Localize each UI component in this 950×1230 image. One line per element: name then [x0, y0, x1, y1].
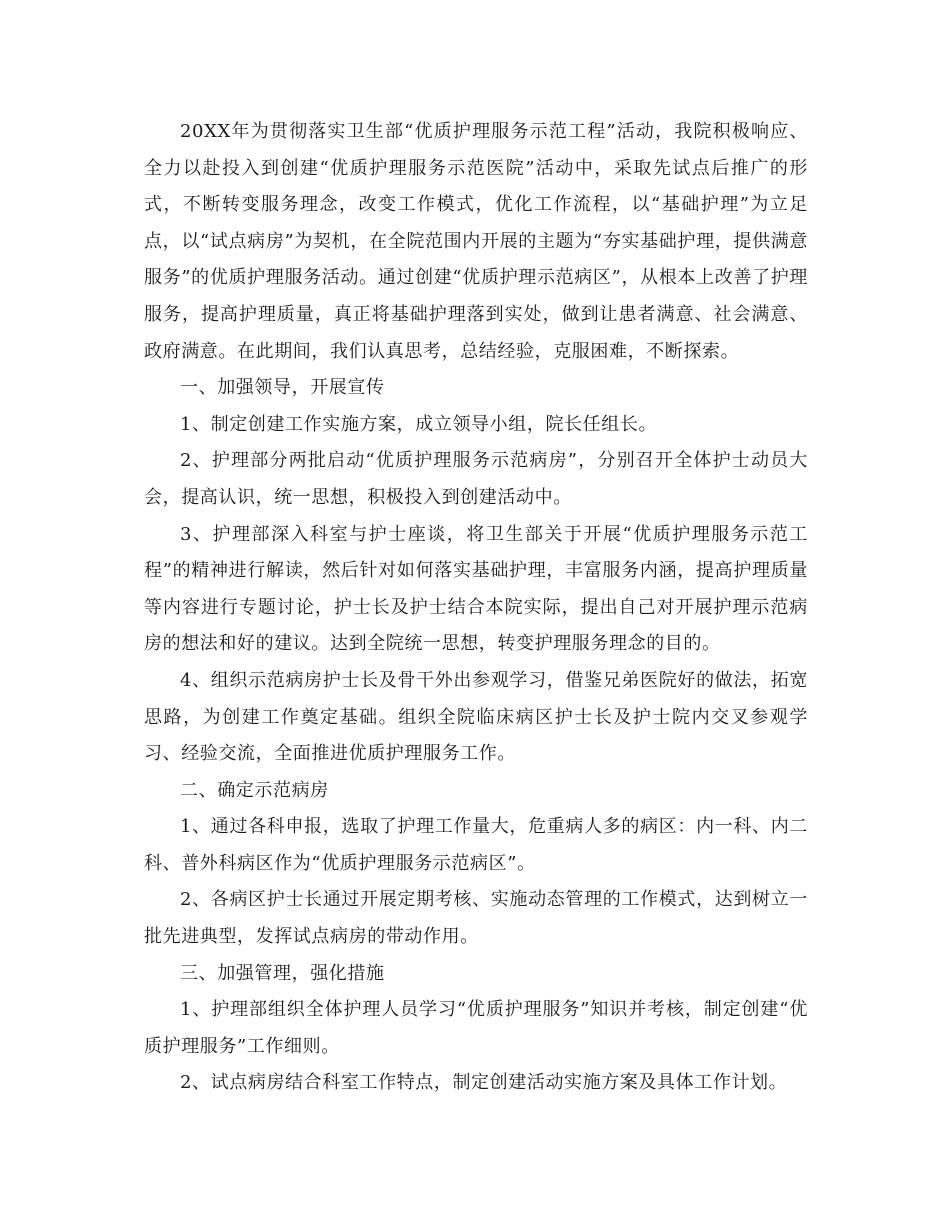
- section-heading-3: 三、加强管理，强化措施: [180, 962, 385, 984]
- intro-paragraph: 20XX年为贯彻落实卫生部“优质护理服务示范工程”活动，我院积极响应、全力以赴投入到创建“优质护理服务示范医院”活动中，采取先试点后推广的形式，不断转变服务理念，改变工作模式，优化工作流程，以“基础护理”为立足点，以“试点病房”为契机，在全院范围内开展的主题为“夯实基础护理，提供满意服务”的优质护理服务活动。通过创建“优质护理示范病区”，从根本上改善了护理服务，提高护理质量，真正将基础护理落到实处，做到让患者满意、社会满意、政府满意。在此期间，我们认真思考，总结经验，克服困难，不断探索。: [144, 121, 808, 362]
- list-item: 2、试点病房结合科室工作特点，制定创建活动实施方案及具体工作计划。: [180, 1072, 788, 1094]
- list-item: 1、制定创建工作实施方案，成立领导小组，院长任组长。: [180, 413, 658, 435]
- list-item: 4、组织示范病房护士长及骨干外出参观学习，借鉴兄弟医院好的做法，拓宽思路，为创建工作奠定基础。组织全院临床病区护士长及护士院内交叉参观学习、经验交流，全面推进优质护理服务工作。: [144, 669, 808, 765]
- section-heading-2: 二、确定示范病房: [180, 779, 329, 801]
- list-item: 2、各病区护士长通过开展定期考核、实施动态管理的工作模式，达到树立一批先进典型，发挥试点病房的带动作用。: [144, 889, 808, 948]
- list-item: 1、护理部组织全体护理人员学习“优质护理服务”知识并考核，制定创建“优质护理服务”工作细则。: [144, 999, 808, 1057]
- list-item: 1、通过各科申报，选取了护理工作量大，危重病人多的病区：内一科、内二科、普外科病区作为“优质护理服务示范病区”。: [144, 816, 808, 874]
- document-body: [144, 114, 808, 1102]
- list-item: 2、护理部分两批启动“优质护理服务示范病房”，分别召开全体护士动员大会，提高认识，统一思想，积极投入到创建活动中。: [144, 450, 808, 508]
- list-item: 3、护理部深入科室与护士座谈，将卫生部关于开展“优质护理服务示范工程”的精神进行解读，然后针对如何落实基础护理，丰富服务内涵，提高护理质量等内容进行专题讨论，护士长及护士结合本院实际，提出自己对开展护理示范病房的想法和好的建议。达到全院统一思想，转变护理服务理念的目的。: [144, 523, 808, 655]
- section-heading-1: 一、加强领导，开展宣传: [180, 377, 385, 399]
